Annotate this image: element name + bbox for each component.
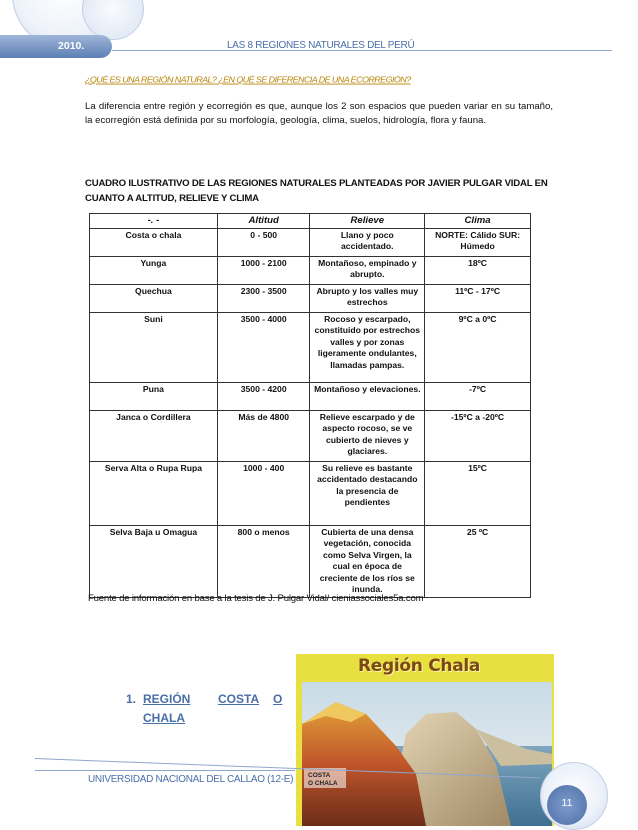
cell-altitud: 0 - 500 [217, 228, 310, 256]
section-word-costa: COSTA [218, 692, 260, 706]
region-chala-picture [296, 654, 554, 826]
cell-clima: 9ºC a 0ºC [425, 312, 531, 382]
cell-relieve: Cubierta de una densa vegetación, conocida como Selva Virgen, la cual en época de creciente de los ríos se inunda. [310, 525, 425, 597]
cell-altitud: 1000 - 400 [217, 461, 310, 525]
intro-paragraph: La diferencia entre región y ecorregión es que, aunque los 2 son espacios que pueden variar en su tamaño, la ecorregión está definida por su morfología, geología, clima, suelos, hidrología, flora y fauna. [85, 101, 553, 126]
table-row [90, 256, 531, 284]
regions-table [89, 213, 531, 598]
regions-table-container [89, 213, 531, 594]
cell-relieve: Abrupto y los valles muy estrechos [310, 284, 425, 312]
table-row [90, 410, 531, 461]
cell-clima: -15ºC a -20ºC [425, 410, 531, 461]
section-word-chala: CHALA [143, 711, 185, 725]
cell-altitud: 3500 - 4200 [217, 382, 310, 410]
cell-region: Puna [90, 382, 218, 410]
cell-altitud: 3500 - 4000 [217, 312, 310, 382]
section-word-region: REGIÓN [143, 692, 191, 706]
cell-relieve: Rocoso y escarpado, constituido por estrechos valles y por zonas ligeramente ondulantes, llamadas pampas. [310, 312, 425, 382]
cell-region: Janca o Cordillera [90, 410, 218, 461]
cell-clima: 18ºC [425, 256, 531, 284]
table-title: CUADRO ILUSTRATIVO DE LAS REGIONES NATURALES PLANTEADAS POR JAVIER PULGAR VIDAL EN CUANTO A ALTITUD, RELIEVE Y CLIMA [85, 178, 548, 204]
cell-clima: NORTE: Cálido SUR: Húmedo [425, 228, 531, 256]
question-heading: ¿QUÉ ES UNA REGIÓN NATURAL? ¿EN QUÉ SE DIFERENCIA DE UNA ECORREGIÓN? [85, 75, 411, 85]
cell-region: Quechua [90, 284, 218, 312]
col-header-clima: Clima [425, 214, 531, 229]
cell-clima: 15ºC [425, 461, 531, 525]
costa-label-line1: COSTA [308, 772, 331, 779]
section-word-o: O [273, 692, 283, 706]
table-row [90, 312, 531, 382]
cell-region: Selva Baja u Omagua [90, 525, 218, 597]
cell-relieve: Llano y poco accidentado. [310, 228, 425, 256]
cell-region: Suni [90, 312, 218, 382]
footer-university: UNIVERSIDAD NACIONAL DEL CALLAO (12-E) [88, 774, 294, 785]
cell-clima: 25 ºC [425, 525, 531, 597]
region-chala-illustration [296, 654, 554, 826]
cell-altitud: 1000 - 2100 [217, 256, 310, 284]
costa-chala-label [308, 772, 338, 788]
table-row [90, 382, 531, 410]
section-number: 1. [126, 692, 137, 706]
cell-altitud: 800 o menos [217, 525, 310, 597]
cell-region: Costa o chala [90, 228, 218, 256]
col-header-relieve: Relieve [310, 214, 425, 229]
costa-label-line2: O CHALA [308, 780, 338, 787]
col-header-region: -. - [90, 214, 218, 229]
table-row [90, 284, 531, 312]
section-heading [126, 690, 286, 728]
header-title: LAS 8 REGIONES NATURALES DEL PERÚ [227, 40, 415, 51]
cell-region: Serva Alta o Rupa Rupa [90, 461, 218, 525]
cell-relieve: Montañoso, empinado y abrupto. [310, 256, 425, 284]
table-row [90, 228, 531, 256]
header-year: 2010. [58, 40, 85, 52]
cell-relieve: Montañoso y elevaciones. [310, 382, 425, 410]
year-tab [0, 35, 112, 58]
cell-altitud: 2300 - 3500 [217, 284, 310, 312]
cell-relieve: Relieve escarpado y de aspecto rocoso, se ve cubierto de nieves y glaciares. [310, 410, 425, 461]
table-row [90, 525, 531, 597]
cell-clima: -7ºC [425, 382, 531, 410]
source-note: Fuente de información en base a la tesis de J. Pulgar Vidal/ cieniassociales5a.com [88, 593, 424, 604]
cell-relieve: Su relieve es bastante accidentado destacando la presencia de pendientes [310, 461, 425, 525]
page-number: 11 [561, 797, 573, 809]
cell-clima: 11ºC - 17ºC [425, 284, 531, 312]
cell-altitud: Más de 4800 [217, 410, 310, 461]
footer-rule-2 [35, 770, 295, 771]
col-header-altitud: Altitud [217, 214, 310, 229]
table-row [90, 461, 531, 525]
cell-region: Yunga [90, 256, 218, 284]
region-chala-title: Región Chala [358, 656, 481, 676]
